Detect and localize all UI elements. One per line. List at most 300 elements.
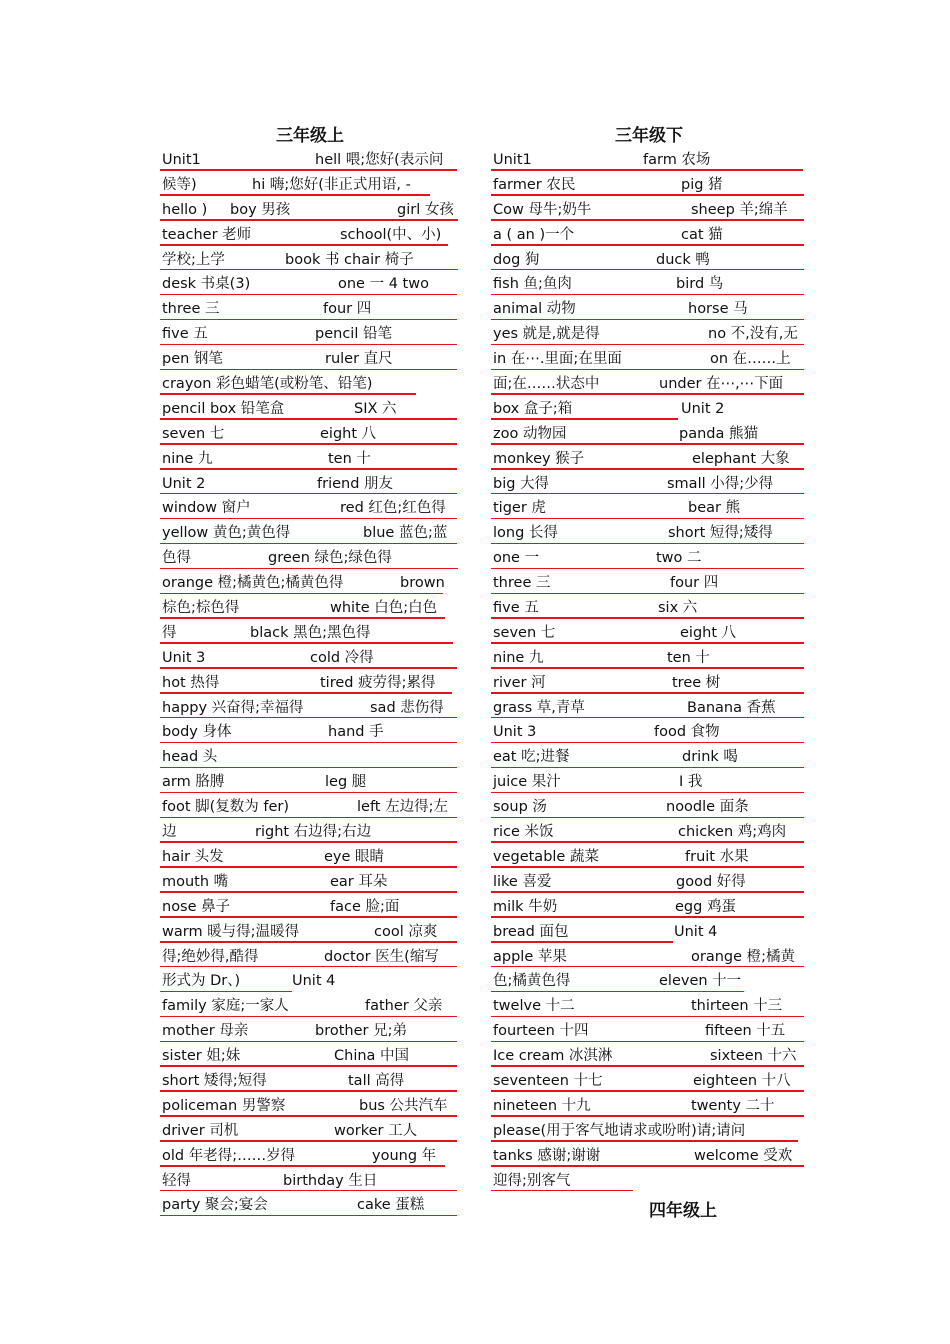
red-underline — [160, 344, 457, 346]
red-underline — [491, 1165, 804, 1167]
vocab-line — [160, 770, 460, 795]
red-underline — [160, 169, 457, 171]
vocab-line — [491, 845, 807, 870]
vocab-lines-right — [491, 148, 807, 1193]
vocab-line — [491, 1094, 807, 1119]
red-underline — [160, 792, 457, 794]
vocab-line — [160, 472, 460, 497]
vocab-line — [491, 895, 807, 920]
vocab-lines-left — [160, 148, 460, 1218]
vocab-line — [491, 1144, 807, 1169]
vocab-entry: Unit 3 — [162, 649, 206, 666]
vocab-entry: head 头 — [162, 749, 218, 766]
vocab-line — [491, 969, 807, 994]
vocab-entry: pencil 铅笔 — [315, 326, 392, 343]
red-underline — [160, 1215, 457, 1217]
vocab-line — [160, 969, 460, 994]
vocab-entry: Banana 香蕉 — [687, 699, 776, 716]
red-underline — [491, 792, 804, 794]
vocab-entry: big 大得 — [493, 475, 550, 492]
vocab-entry: mother 母亲 — [162, 1023, 249, 1040]
vocab-line — [160, 945, 460, 970]
vocab-entry: school(中、小) — [340, 226, 442, 243]
vocab-line — [160, 621, 460, 646]
red-underline — [491, 841, 804, 843]
vocab-entry: mouth 嘴 — [162, 873, 229, 890]
vocab-entry: hair 头发 — [162, 848, 224, 865]
red-underline — [160, 966, 457, 968]
red-underline — [160, 891, 457, 893]
vocab-entry: sister 姐;妹 — [162, 1048, 241, 1065]
red-underline — [491, 1140, 798, 1142]
vocab-entry: I 我 — [679, 774, 703, 791]
vocab-entry: cat 猫 — [681, 226, 723, 243]
red-underline — [491, 219, 804, 221]
vocab-line — [491, 621, 807, 646]
vocab-entry: duck 鸭 — [656, 251, 710, 268]
vocab-line — [160, 895, 460, 920]
red-underline — [491, 1190, 633, 1192]
vocab-entry: seven 七 — [162, 425, 225, 442]
vocab-entry: nine 九 — [493, 649, 544, 666]
red-underline — [160, 841, 457, 843]
vocab-line — [491, 447, 807, 472]
red-underline — [160, 219, 458, 221]
vocab-entry: on 在……上 — [710, 351, 791, 368]
red-underline — [491, 344, 804, 346]
vocab-entry: party 聚会;宴会 — [162, 1197, 268, 1214]
vocab-entry: China 中国 — [334, 1048, 410, 1065]
red-underline — [160, 1090, 457, 1092]
red-underline — [160, 543, 457, 545]
vocab-entry: right 右边得;右边 — [255, 824, 372, 841]
red-underline — [491, 169, 803, 171]
vocab-line — [160, 447, 460, 472]
vocab-line — [491, 322, 807, 347]
vocab-line — [160, 920, 460, 945]
vocab-entry: bear 熊 — [688, 500, 741, 517]
vocab-entry: hand 手 — [328, 724, 384, 741]
red-underline — [491, 817, 804, 819]
vocab-line — [160, 870, 460, 895]
vocab-entry: cold 冷得 — [310, 649, 374, 666]
vocab-entry: orange 橙;橘黄 — [691, 948, 796, 965]
vocab-entry: family 家庭;一家人 — [162, 998, 289, 1015]
red-underline — [491, 642, 804, 644]
vocab-entry: ear 耳朵 — [330, 873, 388, 890]
red-underline — [491, 1041, 804, 1043]
vocab-line — [491, 596, 807, 621]
vocab-entry: fruit 水果 — [685, 848, 749, 865]
red-underline — [491, 194, 804, 196]
vocab-line — [491, 720, 807, 745]
vocab-entry: two 二 — [656, 550, 702, 567]
vocab-line — [491, 1044, 807, 1069]
vocab-line — [491, 1019, 807, 1044]
vocab-line — [491, 646, 807, 671]
vocab-entry: in 在⋯.里面;在里面 — [493, 351, 622, 368]
vocab-entry: hello ) — [162, 201, 208, 218]
vocab-entry: river 河 — [493, 674, 546, 691]
vocab-entry: arm 胳膊 — [162, 774, 225, 791]
vocab-line — [160, 571, 460, 596]
vocab-entry: nineteen 十九 — [493, 1097, 591, 1114]
vocab-entry: four 四 — [670, 575, 719, 592]
vocab-entry: window 窗户 — [162, 500, 251, 517]
vocab-line — [491, 920, 807, 945]
red-underline — [491, 1090, 804, 1092]
vocab-entry: tiger 虎 — [493, 500, 546, 517]
vocab-line — [160, 521, 460, 546]
vocab-line — [160, 720, 460, 745]
vocab-line — [491, 422, 807, 447]
vocab-line — [160, 1193, 460, 1218]
vocab-entry: panda 熊猫 — [679, 425, 758, 442]
vocab-entry: juice 果汁 — [493, 774, 561, 791]
vocab-line — [160, 671, 460, 696]
vocab-entry: eight 八 — [680, 624, 737, 641]
red-underline — [160, 1165, 445, 1167]
vocab-entry: 得 — [162, 624, 177, 641]
red-underline — [160, 866, 457, 868]
vocab-entry: worker 工人 — [334, 1122, 418, 1139]
vocab-entry: egg 鸡蛋 — [675, 898, 736, 915]
red-underline — [491, 866, 804, 868]
red-underline — [160, 1016, 457, 1018]
red-underline — [160, 991, 292, 993]
vocab-line — [160, 198, 460, 223]
vocab-entry: under 在⋯,⋯下面 — [659, 376, 784, 393]
vocab-entry: twelve 十二 — [493, 998, 575, 1015]
red-underline — [491, 966, 804, 968]
vocab-entry: grass 草,青草 — [493, 699, 585, 716]
vocab-line — [160, 397, 460, 422]
vocab-entry: sixteen 十六 — [710, 1048, 797, 1065]
vocab-entry: tired 疲劳得;累得 — [320, 674, 436, 691]
vocab-line — [160, 994, 460, 1019]
red-underline — [160, 767, 457, 769]
vocab-line — [160, 148, 460, 173]
vocab-entry: 面;在……状态中 — [493, 376, 600, 393]
vocab-entry: one 一 — [493, 550, 540, 567]
vocab-line — [491, 248, 807, 273]
red-underline — [491, 891, 804, 893]
vocab-entry: fish 鱼;鱼肉 — [493, 276, 572, 293]
vocab-entry: food 食物 — [654, 724, 720, 741]
vocab-entry: teacher 老师 — [162, 226, 252, 243]
red-underline — [491, 443, 804, 445]
vocab-entry: nine 九 — [162, 450, 213, 467]
vocab-entry: orange 橙;橘黄色;橘黄色得 — [162, 575, 344, 592]
vocab-entry: birthday 生日 — [283, 1172, 378, 1189]
vocab-entry: monkey 猴子 — [493, 450, 585, 467]
vocab-entry: boy 男孩 — [230, 201, 291, 218]
red-underline — [160, 692, 452, 694]
vocab-entry: 形式为 Dr、) — [162, 973, 241, 990]
vocab-entry: yellow 黄色;黄色得 — [162, 525, 291, 542]
red-underline — [160, 817, 457, 819]
vocab-entry: book 书 chair 椅子 — [285, 251, 414, 268]
red-underline — [491, 244, 804, 246]
vocab-entry: long 长得 — [493, 525, 558, 542]
vocab-entry: a ( an )一个 — [493, 226, 575, 243]
vocab-entry: happy 兴奋得;幸福得 — [162, 699, 304, 716]
vocab-entry: friend 朋友 — [317, 475, 394, 492]
vocab-entry: SIX 六 — [354, 400, 397, 417]
vocab-line — [491, 945, 807, 970]
vocab-entry: leg 腿 — [325, 774, 367, 791]
vocab-line — [160, 795, 460, 820]
red-underline — [491, 717, 804, 719]
vocab-entry: welcome 受欢 — [694, 1147, 793, 1164]
vocab-line — [491, 347, 807, 372]
vocab-entry: 迎得;别客气 — [493, 1172, 571, 1189]
vocab-entry: hot 热得 — [162, 674, 220, 691]
grade3-first-term-column — [160, 124, 460, 1218]
vocab-entry: doctor 医生(缩写 — [324, 948, 439, 965]
vocab-entry: fifteen 十五 — [705, 1023, 786, 1040]
vocab-entry: sad 悲伤得 — [370, 699, 444, 716]
vocab-entry: left 左边得;左 — [357, 799, 448, 816]
red-underline — [160, 418, 457, 420]
vocab-entry: body 身体 — [162, 724, 232, 741]
vocab-entry: warm 暖与得;温暖得 — [162, 923, 300, 940]
vocab-line — [160, 820, 460, 845]
vocab-entry: seventeen 十七 — [493, 1072, 603, 1089]
red-underline — [160, 916, 457, 918]
vocab-entry: four 四 — [323, 301, 372, 318]
red-underline — [160, 1041, 457, 1043]
vocab-entry: yes 就是,就是得 — [493, 326, 600, 343]
vocab-line — [160, 1044, 460, 1069]
red-underline — [491, 1016, 804, 1018]
vocab-entry: tanks 感谢;谢谢 — [493, 1147, 601, 1164]
vocab-line — [491, 1169, 807, 1194]
vocab-line — [491, 696, 807, 721]
vocab-entry: good 好得 — [676, 873, 746, 890]
vocab-line — [491, 1069, 807, 1094]
vocab-entry: twenty 二十 — [691, 1097, 775, 1114]
vocab-entry: dog 狗 — [493, 251, 540, 268]
red-underline — [160, 244, 448, 246]
vocab-entry: old 年老得;……岁得 — [162, 1147, 296, 1164]
vocab-entry: elephant 大象 — [692, 450, 790, 467]
red-underline — [160, 617, 445, 619]
vocab-entry: Unit1 — [162, 152, 201, 168]
vocab-entry: one 一 4 two — [338, 276, 429, 293]
vocab-entry: noodle 面条 — [666, 799, 749, 816]
red-underline — [491, 617, 804, 619]
vocab-entry: crayon 彩色蜡笔(或粉笔、铅笔) — [162, 376, 373, 393]
red-underline — [160, 1065, 457, 1067]
red-underline — [160, 493, 457, 495]
vocab-entry: father 父亲 — [365, 998, 443, 1015]
red-underline — [491, 319, 804, 321]
vocab-entry: thirteen 十三 — [691, 998, 783, 1015]
vocab-entry: hi 嗨;您好(非正式用语, - — [252, 176, 411, 193]
vocab-entry: ten 十 — [667, 649, 710, 666]
red-underline — [160, 568, 458, 570]
red-underline — [491, 916, 804, 918]
vocab-line — [491, 223, 807, 248]
vocab-entry: tree 树 — [672, 674, 721, 691]
vocab-entry: cool 凉爽 — [374, 923, 438, 940]
vocab-entry: eighteen 十八 — [693, 1072, 791, 1089]
vocab-entry: Unit1 — [493, 152, 532, 168]
vocab-line — [491, 795, 807, 820]
red-underline — [160, 194, 430, 196]
red-underline — [160, 443, 457, 445]
red-underline — [491, 593, 804, 595]
vocab-line — [160, 272, 460, 297]
vocab-line — [160, 297, 460, 322]
vocab-entry: driver 司机 — [162, 1122, 239, 1139]
vocab-entry: 轻得 — [162, 1172, 191, 1189]
vocab-entry: five 五 — [493, 600, 539, 617]
vocab-line — [491, 571, 807, 596]
vocab-entry: rice 米饭 — [493, 824, 554, 841]
vocab-entry: brother 兄;弟 — [315, 1023, 407, 1040]
red-underline — [160, 717, 457, 719]
vocab-entry: no 不,没有,无 — [708, 326, 798, 343]
vocab-entry: brown — [400, 575, 445, 592]
vocab-entry: nose 鼻子 — [162, 898, 231, 915]
vocab-entry: blue 蓝色;蓝 — [363, 525, 448, 542]
column-heading: 三年级下 — [615, 126, 683, 146]
red-underline — [160, 1190, 457, 1192]
red-underline — [491, 518, 804, 520]
vocab-entry: 得;绝妙得,酷得 — [162, 948, 259, 965]
vocab-entry: desk 书桌(3) — [162, 276, 251, 293]
vocab-entry: three 三 — [493, 575, 551, 592]
vocab-line — [160, 1094, 460, 1119]
vocab-entry: short 矮得;短得 — [162, 1072, 267, 1089]
vocab-entry: Ice cream 冰淇淋 — [493, 1048, 613, 1065]
vocab-line — [160, 223, 460, 248]
vocab-line — [491, 198, 807, 223]
vocab-line — [160, 1069, 460, 1094]
vocab-entry: 色;橘黄色得 — [493, 973, 571, 990]
vocab-line — [491, 496, 807, 521]
vocab-entry: eight 八 — [320, 425, 377, 442]
vocab-entry: pencil box 铅笔盒 — [162, 400, 285, 417]
vocab-line — [160, 745, 460, 770]
vocab-entry: farmer 农民 — [493, 176, 576, 193]
vocab-entry: three 三 — [162, 301, 220, 318]
vocab-line — [491, 472, 807, 497]
red-underline — [160, 269, 458, 271]
red-underline — [160, 319, 457, 321]
vocab-entry: eat 吃;进餐 — [493, 749, 570, 766]
vocab-line — [491, 770, 807, 795]
red-underline — [491, 294, 804, 296]
vocab-entry: vegetable 蔬菜 — [493, 848, 599, 865]
vocab-line — [160, 845, 460, 870]
red-underline — [491, 468, 804, 470]
vocab-line — [160, 322, 460, 347]
vocab-line — [160, 596, 460, 621]
red-underline — [491, 369, 804, 371]
vocab-entry: girl 女孩 — [397, 201, 454, 218]
vocab-line — [160, 496, 460, 521]
vocab-entry: cake 蛋糕 — [357, 1197, 425, 1214]
red-underline — [160, 1115, 457, 1117]
red-underline — [491, 418, 678, 420]
red-underline — [160, 593, 443, 595]
vocab-line — [491, 521, 807, 546]
vocab-entry: Cow 母牛;奶牛 — [493, 201, 592, 218]
vocab-line — [160, 372, 460, 397]
vocab-line — [160, 646, 460, 671]
vocab-line — [160, 422, 460, 447]
vocab-entry: hell 喂;您好(表示问 — [315, 152, 444, 168]
vocab-entry: like 喜爱 — [493, 873, 552, 890]
vocab-entry: red 红色;红色得 — [340, 500, 446, 517]
vocab-entry: Unit 2 — [681, 400, 725, 417]
red-underline — [491, 393, 804, 395]
red-underline — [491, 1115, 804, 1117]
vocab-entry: small 小得;少得 — [667, 475, 774, 492]
red-underline — [491, 941, 673, 943]
vocab-entry: pen 钢笔 — [162, 351, 223, 368]
vocab-entry: ten 十 — [328, 450, 371, 467]
vocab-entry: milk 牛奶 — [493, 898, 558, 915]
red-underline — [491, 543, 804, 545]
vocab-entry: Unit 4 — [292, 973, 336, 990]
vocab-entry: animal 动物 — [493, 301, 576, 318]
vocab-entry: 边 — [162, 824, 177, 841]
red-underline — [491, 692, 804, 694]
vocab-line — [491, 870, 807, 895]
red-underline — [160, 667, 457, 669]
red-underline — [160, 742, 457, 744]
vocab-entry: horse 马 — [688, 301, 748, 318]
vocab-line — [160, 696, 460, 721]
vocab-line — [491, 173, 807, 198]
vocab-entry: apple 苹果 — [493, 948, 567, 965]
vocab-line — [160, 248, 460, 273]
vocab-line — [160, 1144, 460, 1169]
vocab-entry: white 白色;白色 — [330, 600, 438, 617]
vocab-entry: farm 农场 — [643, 152, 711, 168]
vocab-entry: Unit 4 — [674, 923, 718, 940]
red-underline — [491, 493, 804, 495]
vocab-entry: ruler 直尺 — [325, 351, 393, 368]
red-underline — [160, 518, 457, 520]
vocab-entry: six 六 — [658, 600, 698, 617]
vocab-entry: green 绿色;绿色得 — [268, 550, 392, 567]
grade3-second-term-column — [491, 124, 807, 1193]
vocab-line — [491, 1119, 807, 1144]
vocab-entry: bus 公共汽车 — [359, 1097, 448, 1114]
vocab-line — [160, 1019, 460, 1044]
vocab-line — [160, 347, 460, 372]
vocab-entry: eye 眼睛 — [324, 848, 385, 865]
red-underline — [491, 568, 804, 570]
vocab-entry: bird 鸟 — [676, 276, 724, 293]
vocab-line — [491, 994, 807, 1019]
vocab-entry: eleven 十一 — [659, 973, 742, 990]
red-underline — [491, 991, 744, 993]
vocab-entry: sheep 羊;绵羊 — [691, 201, 788, 218]
vocab-entry: 候等) — [162, 176, 197, 193]
vocab-entry: drink 喝 — [682, 749, 738, 766]
vocab-line — [160, 1119, 460, 1144]
red-underline — [160, 468, 457, 470]
vocab-line — [491, 272, 807, 297]
red-underline — [491, 767, 804, 769]
red-underline — [160, 369, 457, 371]
